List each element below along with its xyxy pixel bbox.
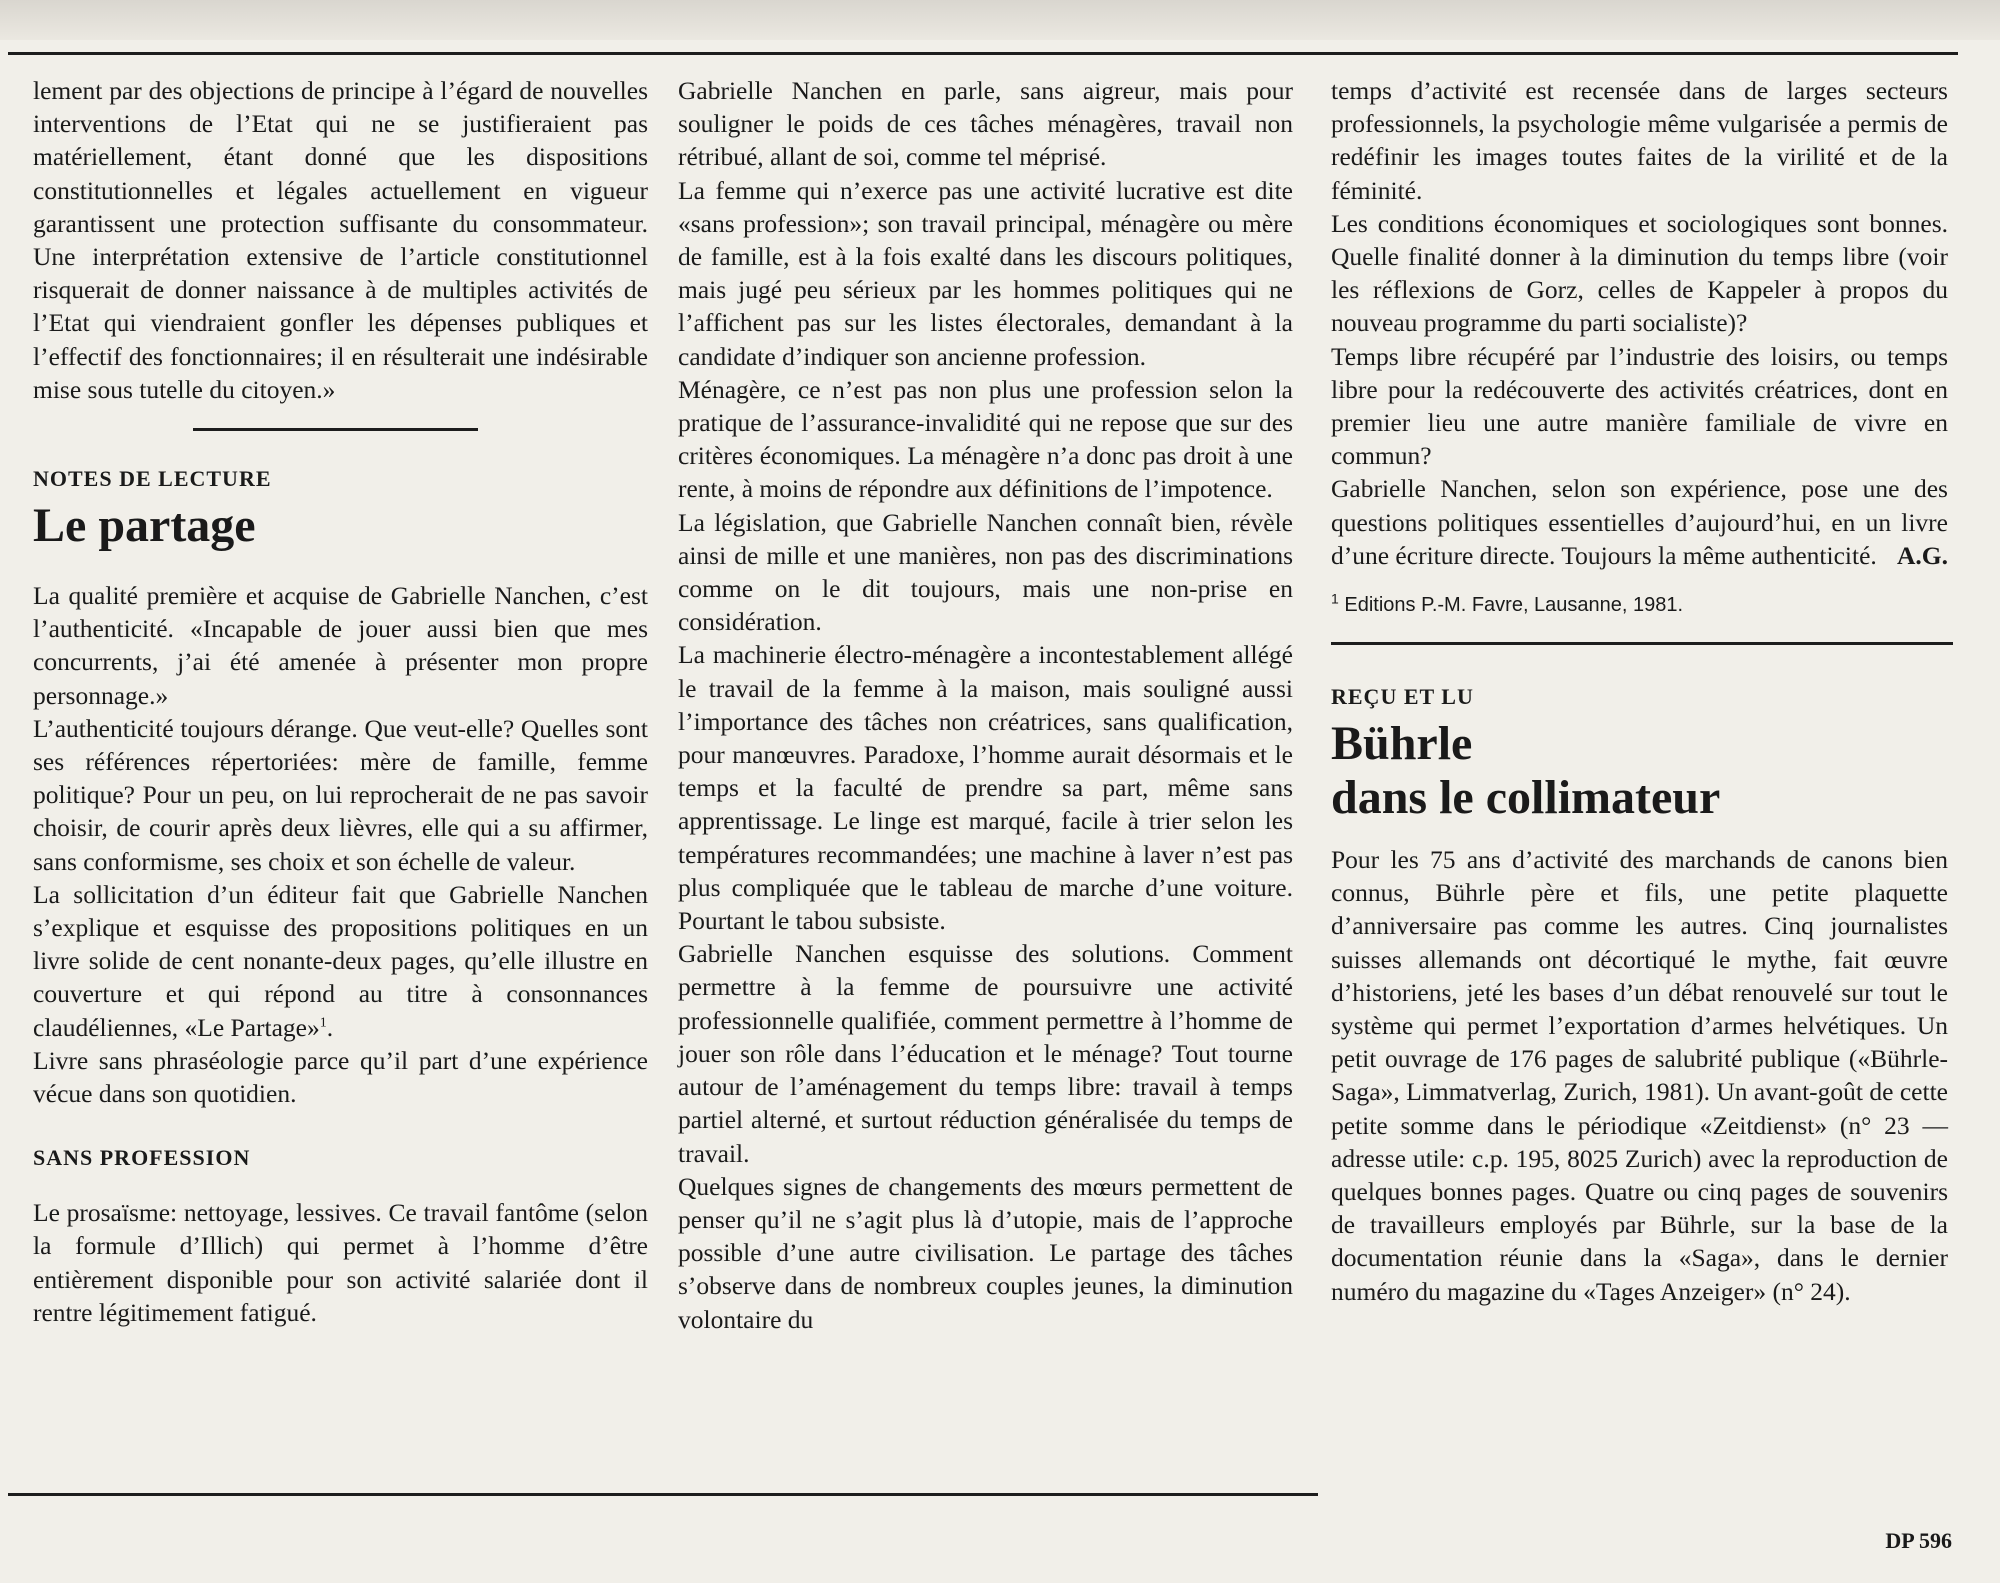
intro-paragraph: lement par des objections de principe à l’égard de nouvelles interventions de l’Etat qui ne se justifieraient pas matériellement, étant donné que les dispositions constitutionnelles et légales actuellement en vigueur garantissent une protection suffisante du consommateur. Une interprétation extensive de l’article constitutionnel risquerait de donner naissance à de multiples activités de l’Etat qui viendraient gonfler les dépenses publiques et l’effectif des fonctionnaires; il en résulterait une indésirable mise sous tutelle du citoyen.» bbox=[33, 76, 648, 404]
footnote-reference: 1 bbox=[319, 1015, 327, 1031]
article-title-line-1: Bührle bbox=[1331, 717, 1473, 771]
rubric-recu-et-lu: REÇU ET LU bbox=[1331, 684, 1474, 710]
article-title-line-2: dans le collimateur bbox=[1331, 771, 1721, 825]
page-number: DP 596 bbox=[1885, 1528, 1952, 1553]
paragraph: Le prosaïsme: nettoyage, lessives. Ce travail fantôme (selon la formule d’Illich) qui permet à l’homme d’être entièrement disponible pour son activité salariée dont il rentre légitimement fatigué. bbox=[33, 1198, 648, 1327]
bottom-rule bbox=[8, 1493, 1318, 1496]
paragraph: Livre sans phraséologie parce qu’il part d’une expérience vécue dans son quotidien. bbox=[33, 1045, 648, 1109]
paragraph: La machinerie électro-ménagère a incontestablement allégé le travail de la femme à la maison, mais souligné aussi l’importance des tâches non créatrices, sans qualification, pour manœuvres. Paradoxe, l’homme aurait désormais et le temps et la faculté de prendre sa part, même sans apprentissage. Le linge est marqué, facile à trier selon les températures recommandées; une machine à laver n’est pas plus compliquée que le tableau de marche d’une voiture. Pourtant le tabou subsiste. bbox=[678, 640, 1293, 936]
paragraph: La législation, que Gabrielle Nanchen connaît bien, révèle ainsi de mille et une manières, non pas des discriminations comme on le dit toujours, mais une non-prise en considération. bbox=[678, 507, 1293, 637]
paragraph: L’authenticité toujours dérange. Que veut-elle? Quelles sont ses références répertoriées: mère de famille, femme politique? Pour un peu, on lui reprocherait de ne pas savoir choisir, de courir après deux lièvres, elle qui a su affirmer, sans conformisme, ses choix et son échelle de valeur. bbox=[33, 713, 648, 876]
article-title-le-partage: Le partage bbox=[33, 499, 256, 553]
section-divider bbox=[1331, 642, 1953, 645]
page-top-edge bbox=[0, 0, 2000, 40]
paragraph: Gabrielle Nanchen esquisse des solutions. Comment permettre à la femme de poursuivre une activité professionnelle qualifiée, comment permettre à l’homme de jouer son rôle dans l’éducation et le ménage? Tout tourne autour de l’aménagement du temps libre: travail à temps partiel alterné, et surtout réduction généralisée du temps de travail. bbox=[678, 939, 1293, 1168]
paragraph: Ménagère, ce n’est pas non plus une profession selon la pratique de l’assurance-invalidité qui ne repose que sur des critères économiques. La ménagère n’a donc pas droit à une rente, à moins de répondre aux définitions de l’impotence. bbox=[678, 374, 1293, 504]
section-divider bbox=[193, 428, 478, 431]
paragraph: Les conditions économiques et sociologiques sont bonnes. Quelle finalité donner à la diminution du temps libre (voir les réflexions de Gorz, celles de Kappeler à propos du nouveau programme du parti socialiste)? bbox=[1331, 208, 1948, 338]
paragraph: La qualité première et acquise de Gabrielle Nanchen, c’est l’authenticité. «Incapable de jouer aussi bien que mes concurrents, j’ai été amenée à présenter mon propre personnage.» bbox=[33, 581, 648, 710]
paragraph: Quelques signes de changements des mœurs permettent de penser qu’il ne s’agit plus là d’utopie, mais de l’approche possible d’une autre civilisation. Le partage des tâches s’observe dans de nombreux couples jeunes, la diminution volontaire du bbox=[678, 1171, 1293, 1334]
paragraph: La femme qui n’exerce pas une activité lucrative est dite «sans profession»; son travail principal, ménagère ou mère de famille, est à la fois exalté dans les discours politiques, mais jugé peu sérieux par les hommes politiques qui ne l’affichent pas sur les listes électorales, demandant à la candidate d’indiquer son ancienne profession. bbox=[678, 175, 1293, 371]
top-rule bbox=[8, 52, 1958, 55]
column-3 bbox=[1331, 74, 1948, 1308]
paragraph: Pour les 75 ans d’activité des marchands de canons bien connus, Bührle père et fils, une petite plaquette d’anniversaire pas comme les autres. Cinq journalistes suisses allemands ont décortiqué le mythe, fait œuvre d’historiens, jeté les bases d’un débat renouvelé sur tout le système qui permet l’exportation d’armes helvétiques. Un petit ouvrage de 176 pages de salubrité publique («Bührle-Saga», Limmatverlag, Zurich, 1981). Un avant-goût de cette petite somme dans le périodique «Zeitdienst» (n° 23 — adresse utile: c.p. 195, 8025 Zurich) avec la reproduction de quelques bonnes pages. Quatre ou cinq pages de souvenirs de travailleurs employés par Bührle, sur la base de la documentation réunie dans la «Saga», dans le dernier numéro du magazine du «Tages Anzeiger» (n° 24). bbox=[1331, 845, 1948, 1306]
paragraph-text: La sollicitation d’un éditeur fait que Gabrielle Nanchen s’explique et esquisse des propositions politiques en un livre solide de cent nonante-deux pages, qu’elle illustre en couverture et qui répond au titre à consonnances claudéliennes, «Le Partage» bbox=[33, 879, 648, 1042]
paragraph: Gabrielle Nanchen en parle, sans aigreur, mais pour souligner le poids de ces tâches ménagères, travail non rétribué, allant de soi, comme tel méprisé. bbox=[678, 76, 1293, 172]
column-2 bbox=[678, 74, 1293, 1336]
subheading-sans-profession: SANS PROFESSION bbox=[33, 1145, 251, 1171]
rubric-notes-de-lecture: NOTES DE LECTURE bbox=[33, 466, 272, 492]
footnote-text: Editions P.-M. Favre, Lausanne, 1981. bbox=[1344, 594, 1684, 617]
footnote bbox=[1331, 592, 1948, 618]
author-signature: A.G. bbox=[1897, 540, 1948, 570]
paragraph-text: Gabrielle Nanchen, selon son expérience, pose une des questions politiques essentielles d’aujourd’hui, en un livre d’une écriture directe. Toujours la même authenticité. bbox=[1331, 474, 1948, 570]
column-1 bbox=[33, 74, 648, 1329]
paragraph bbox=[33, 878, 648, 1044]
paragraph: temps d’activité est recensée dans de larges secteurs professionnels, la psychologie même vulgarisée a permis de redéfinir les images toutes faites de la virilité et de la féminité. bbox=[1331, 76, 1948, 205]
paragraph-end: . bbox=[326, 1012, 334, 1042]
paragraph: Temps libre récupéré par l’industrie des loisirs, ou temps libre pour la redécouverte des activités créatrices, dont en premier lieu une autre manière familiale de vivre en commun? bbox=[1331, 341, 1948, 471]
footnote-marker: 1 bbox=[1331, 590, 1339, 607]
paragraph bbox=[1331, 472, 1948, 572]
